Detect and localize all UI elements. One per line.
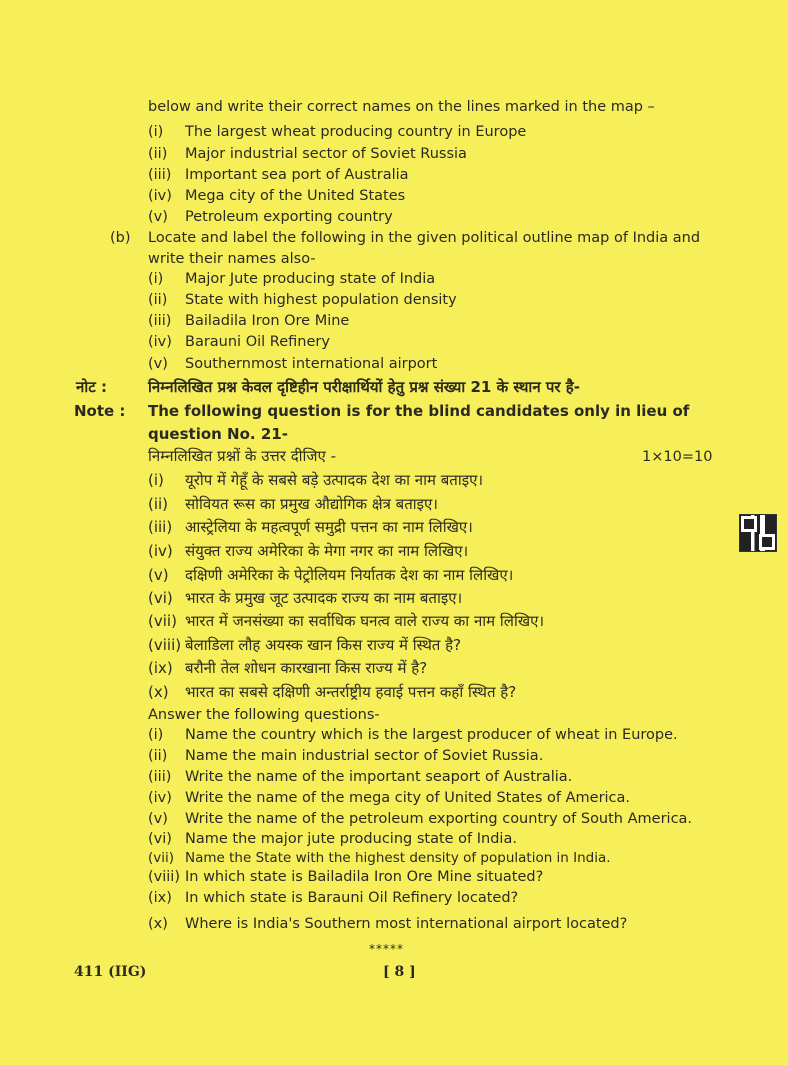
hindi-item: (i) यूरोप में गेहूँ के सबसे बड़े उत्पादक देश का नाम बताइए। (148, 471, 484, 489)
part-b-item: (i) Major Jute producing state of India (148, 271, 436, 287)
end-marker: ***** (369, 942, 404, 956)
english-item: (viii) In which state is Bailadila Iron Ore Mine situated? (148, 869, 544, 885)
note-english-text: The following question is for the blind candidates only in lieu of (148, 402, 690, 420)
part-b-item: (iii) Bailadila Iron Ore Mine (148, 313, 350, 329)
part-b-label: (b) (110, 230, 131, 246)
part-b-item: (iv) Barauni Oil Refinery (148, 334, 330, 350)
hindi-item: (ix) बरौनी तेल शोधन कारखाना किस राज्य में है? (148, 659, 428, 677)
english-item: (vi) Name the major jute producing state of India. (148, 831, 517, 847)
english-item: (ii) Name the main industrial sector of Soviet Russia. (148, 748, 544, 764)
english-item: (iii) Write the name of the important seaport of Australia. (148, 769, 573, 785)
hindi-item: (v) दक्षिणी अमेरिका के पेट्रोलियम निर्यातक देश का नाम लिखिए। (148, 566, 514, 584)
part-b-intro: Locate and label the following in the given political outline map of India and (148, 230, 701, 246)
english-item: (vii) Name the State with the highest density of population in India. (148, 850, 611, 866)
part-b-item: (ii) State with highest population density (148, 292, 457, 308)
note-english-text-cont: question No. 21- (148, 425, 288, 443)
english-item: (ix) In which state is Barauni Oil Refinery located? (148, 890, 519, 906)
qr-code-icon (739, 514, 777, 552)
marks: 1×10=10 (642, 449, 713, 465)
hindi-item: (iv) संयुक्त राज्य अमेरिका के मेगा नगर का नाम लिखिए। (148, 542, 469, 560)
hindi-item: (x) भारत का सबसे दक्षिणी अन्तर्राष्ट्रीय हवाई पत्तन कहाँ स्थित है? (148, 683, 517, 701)
english-intro: Answer the following questions- (148, 707, 380, 723)
note-english-label: Note : (74, 402, 126, 420)
english-item: (x) Where is India's Southern most international airport located? (148, 916, 628, 932)
english-item: (i) Name the country which is the largest producer of wheat in Europe. (148, 727, 678, 743)
english-item: (iv) Write the name of the mega city of United States of America. (148, 790, 631, 806)
note-hindi-text: निम्नलिखित प्रश्न केवल दृष्टिहीन परीक्षार्थियों हेतु प्रश्न संख्या 21 के स्थान पर है- (148, 378, 580, 396)
part-a-item: (ii) Major industrial sector of Soviet Russia (148, 146, 467, 162)
part-a-item: (i) The largest wheat producing country in Europe (148, 124, 527, 140)
hindi-item: (ii) सोवियत रूस का प्रमुख औद्योगिक क्षेत्र बताइए। (148, 495, 438, 513)
part-b-intro-cont: write their names also- (148, 251, 316, 267)
hindi-item: (vi) भारत के प्रमुख जूट उत्पादक राज्य का नाम बताइए। (148, 589, 463, 607)
hindi-intro: निम्नलिखित प्रश्नों के उत्तर दीजिए - (148, 447, 337, 465)
part-b-item: (v) Southernmost international airport (148, 356, 438, 372)
note-hindi-label: नोट : (76, 378, 107, 396)
part-a-intro: below and write their correct names on the lines marked in the map – (148, 99, 655, 115)
paper-code: 411 (IIG) (74, 964, 147, 980)
hindi-item: (vii) भारत में जनसंख्या का सर्वाधिक घनत्व वाले राज्य का नाम लिखिए। (148, 612, 545, 630)
hindi-item: (viii) बेलाडिला लौह अयस्क खान किस राज्य में स्थित है? (148, 636, 462, 654)
part-a-item: (iii) Important sea port of Australia (148, 167, 409, 183)
hindi-item: (iii) आस्ट्रेलिया के महत्वपूर्ण समुद्री पत्तन का नाम लिखिए। (148, 518, 473, 536)
part-a-item: (iv) Mega city of the United States (148, 188, 406, 204)
part-a-item: (v) Petroleum exporting country (148, 209, 393, 225)
english-item: (v) Write the name of the petroleum exporting country of South America. (148, 811, 693, 827)
page-number: [ 8 ] (383, 964, 416, 980)
